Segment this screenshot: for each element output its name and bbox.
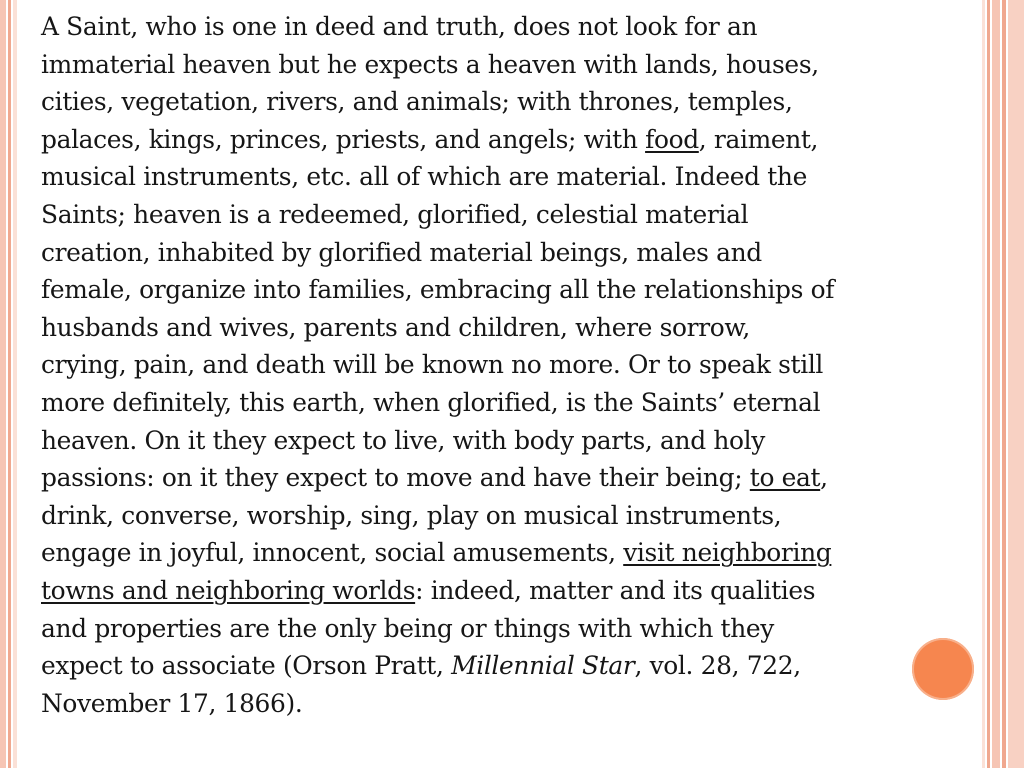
underlined-phrase: to eat	[749, 463, 821, 493]
text-segment: cities, vegetation, rivers, and animals; with thrones, temples,	[41, 87, 793, 117]
right-border-stripe	[992, 0, 1000, 768]
text-segment: more definitely, this earth, when glorified, is the Saints’ eternal	[41, 387, 821, 417]
quote-line	[41, 422, 981, 460]
quote-line	[41, 46, 981, 84]
text-segment: November 17, 1866).	[41, 688, 303, 718]
text-segment: heaven. On it they expect to live, with body parts, and holy	[41, 425, 765, 455]
quote-line	[41, 158, 981, 196]
quote-text-block	[41, 8, 981, 722]
quote-line	[41, 459, 981, 497]
left-border-stripe	[13, 0, 17, 768]
text-segment: engage in joyful, innocent, social amusements,	[41, 538, 624, 568]
text-segment: expect to associate (Orson Pratt,	[41, 651, 452, 681]
right-border-stripe	[1008, 0, 1024, 768]
text-segment: A Saint, who is one in deed and truth, does not look for an	[41, 12, 758, 41]
quote-line	[41, 497, 981, 535]
quote-line	[41, 346, 981, 384]
quote-line	[41, 534, 981, 572]
quote-line	[41, 83, 981, 121]
text-segment: crying, pain, and death will be known no more. Or to speak still	[41, 350, 824, 380]
quote-line	[41, 647, 981, 685]
text-segment: drink, converse, worship, sing, play on musical instruments,	[41, 500, 782, 530]
quote-line	[41, 384, 981, 422]
text-segment: and properties are the only being or things with which they	[41, 613, 774, 643]
text-segment: musical instruments, etc. all of which are material. Indeed the	[41, 162, 807, 192]
decorative-circle	[912, 638, 974, 700]
text-segment: ,	[820, 463, 828, 493]
text-segment: Saints; heaven is a redeemed, glorified, celestial material	[41, 199, 749, 229]
quote-line	[41, 610, 981, 648]
quote-line	[41, 121, 981, 159]
text-segment: passions: on it they expect to move and have their being;	[41, 463, 750, 493]
quote-line	[41, 8, 981, 46]
text-segment: : indeed, matter and its qualities	[415, 575, 816, 605]
quote-line	[41, 196, 981, 234]
quote-line	[41, 685, 981, 723]
quote-line	[41, 234, 981, 272]
text-segment: female, organize into families, embracing all the relationships of	[41, 275, 835, 305]
underlined-phrase: visit neighboring	[623, 538, 832, 568]
quote-line	[41, 309, 981, 347]
text-segment: creation, inhabited by glorified material beings, males and	[41, 237, 762, 267]
quote-line	[41, 572, 981, 610]
underlined-phrase: towns and neighboring worlds	[41, 575, 416, 605]
text-segment: palaces, kings, princes, priests, and angels; with	[41, 124, 646, 154]
italic-title: Millennial Star	[451, 651, 635, 681]
underlined-phrase: food	[645, 124, 699, 154]
text-segment: , raiment,	[698, 124, 819, 154]
quote-line	[41, 271, 981, 309]
text-segment: , vol. 28, 722,	[634, 651, 801, 681]
text-segment: immaterial heaven but he expects a heaven with lands, houses,	[41, 49, 819, 79]
text-segment: husbands and wives, parents and children, where sorrow,	[41, 312, 750, 342]
